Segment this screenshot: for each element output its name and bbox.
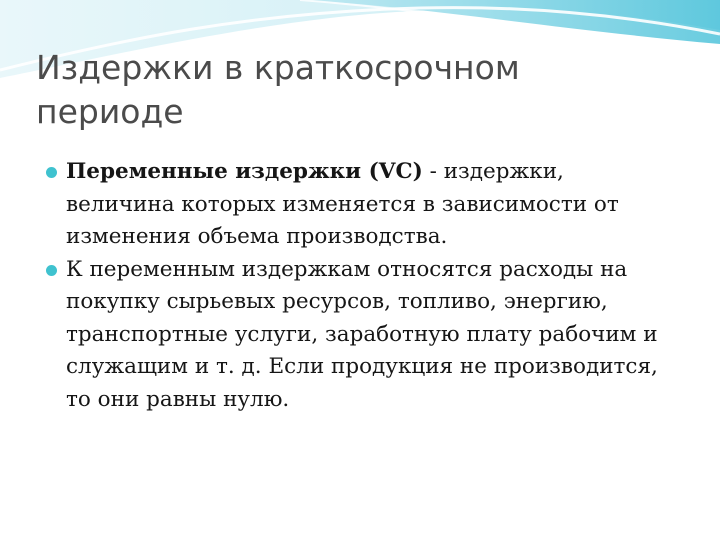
- bullet-term: Переменные издержки (VC): [66, 159, 423, 184]
- bullet-text: К переменным издержкам относятся расходы на покупку сырьевых ресурсов, топливо, энергию, транспортные услуги, заработную плату рабочим и служащим и т. д. Если продукция не производится, то они равны нулю.: [66, 256, 658, 412]
- bullet-dot-icon: [46, 167, 57, 178]
- bullet-dot-icon: [46, 265, 57, 276]
- slide-title: Издержки в краткосрочном периоде: [36, 48, 520, 131]
- bullet-item: [44, 156, 674, 254]
- bullet-item: [44, 254, 674, 417]
- bullet-text: - издержки, величина которых изменяется в зависимости от изменения объема производства.: [66, 159, 619, 249]
- slide-body: [44, 156, 674, 416]
